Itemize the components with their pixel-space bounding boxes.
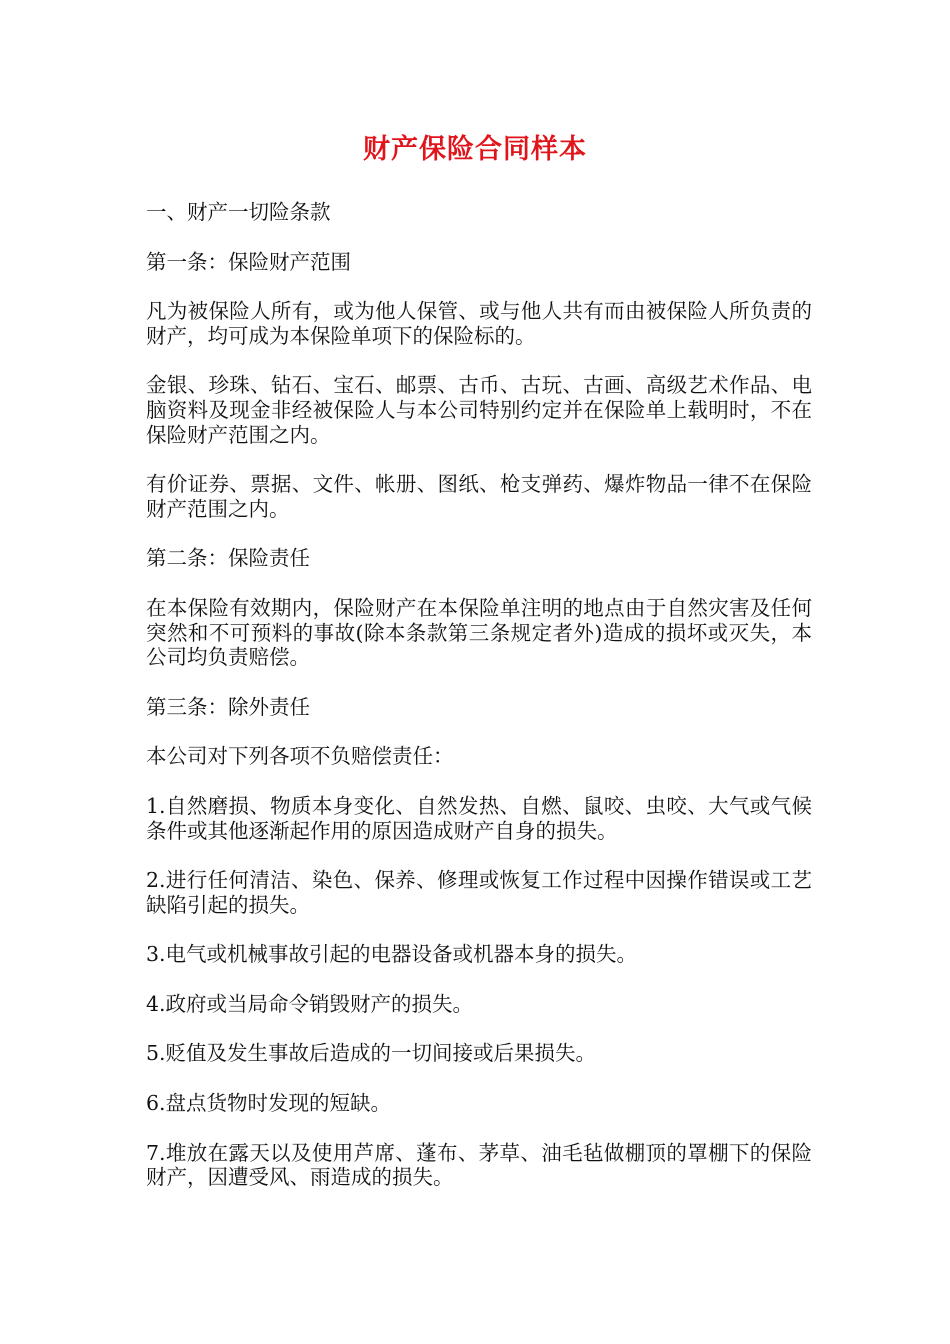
article-heading: 第三条：除外责任 xyxy=(146,694,310,719)
list-item: 3.电气或机械事故引起的电器设备或机器本身的损失。 xyxy=(146,942,638,967)
list-item: 1.自然磨损、物质本身变化、自然发热、自燃、鼠咬、虫咬、大气或气候条件或其他逐渐起作用的原因造成财产自身的损失。 xyxy=(146,793,812,843)
list-item: 4.政府或当局命令销毁财产的损失。 xyxy=(146,991,474,1016)
list-item: 5.贬值及发生事故后造成的一切间接或后果损失。 xyxy=(146,1041,597,1066)
paragraph: 有价证券、票据、文件、帐册、图纸、枪支弹药、爆炸物品一律不在保险财产范围之内。 xyxy=(146,472,812,521)
paragraph: 本公司对下列各项不负赔偿责任： xyxy=(146,744,454,769)
list-item: 6.盘点货物时发现的短缺。 xyxy=(146,1091,392,1116)
paragraph: 在本保险有效期内，保险财产在本保险单注明的地点由于自然灾害及任何突然和不可预料的事故(除本条款第三条规定者外)造成的损坏或灭失，本公司均负责赔偿。 xyxy=(146,595,812,670)
section-heading: 一、财产一切险条款 xyxy=(146,200,331,224)
document-body xyxy=(146,200,812,1215)
article-heading: 第一条：保险财产范围 xyxy=(146,249,351,274)
list-item: 7.堆放在露天以及使用芦席、蓬布、茅草、油毛毡做棚顶的罩棚下的保险财产，因遭受风、雨造成的损失。 xyxy=(146,1140,812,1190)
paragraph: 凡为被保险人所有，或为他人保管、或与他人共有而由被保险人所负责的财产，均可成为本保险单项下的保险标的。 xyxy=(146,299,812,348)
list-item: 2.进行任何清洁、染色、保养、修理或恢复工作过程中因操作错误或工艺缺陷引起的损失。 xyxy=(146,868,812,917)
article-heading: 第二条：保险责任 xyxy=(146,546,310,571)
paragraph: 金银、珍珠、钻石、宝石、邮票、古币、古玩、古画、高级艺术作品、电脑资料及现金非经被保险人与本公司特别约定并在保险单上载明时，不在保险财产范围之内。 xyxy=(146,373,812,447)
document-title: 财产保险合同样本 xyxy=(363,134,587,165)
